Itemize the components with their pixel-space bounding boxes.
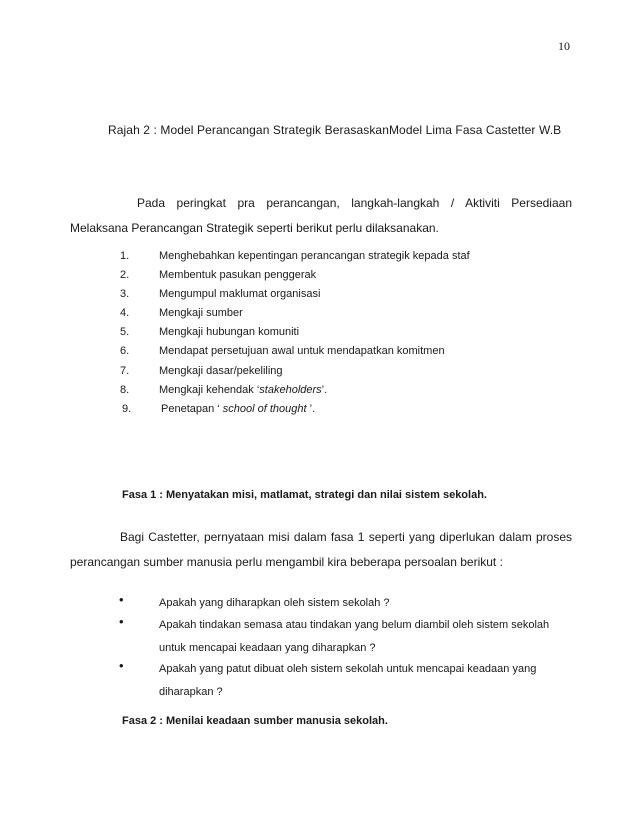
page-number: 10: [558, 39, 570, 53]
list-item-text: Mengkaji sumber: [159, 307, 243, 320]
list-item-text-after: ’.: [321, 383, 328, 396]
fasa1-paragraph-text: Bagi Castetter, pernyataan misi dalam fasa 1 seperti yang diperlukan dalam proses perancangan sumber manusia perlu mengambil kira beberapa persoalan berikut :: [70, 530, 572, 569]
list-item: [0, 288, 638, 307]
bullet-line: untuk mencapai keadaan yang diharapkan ?: [159, 642, 376, 654]
list-item-text-emphasis: stakeholders: [259, 383, 322, 396]
list-item-text: Mengumpul maklumat organisasi: [159, 288, 321, 301]
list-item-text-before: Penetapan ‘: [161, 402, 223, 415]
list-item-text-emphasis: school of thought: [222, 402, 307, 415]
list-item-number: 4.: [120, 307, 130, 320]
list-item-number: 7.: [120, 364, 130, 377]
bullet-item: [0, 614, 638, 658]
list-item: [0, 365, 638, 384]
bullet-text: [159, 614, 579, 660]
list-item-number: 2.: [120, 269, 130, 282]
list-item: [0, 307, 638, 326]
list-item: [0, 250, 638, 269]
list-item-text: [161, 403, 315, 415]
fasa2-heading: Fasa 2 : Menilai keadaan sumber manusia sekolah.: [122, 715, 388, 727]
list-item: [0, 403, 638, 422]
bullet-line: Apakah tindakan semasa atau tindakan yang belum diambil oleh sistem sekolah: [159, 619, 550, 631]
list-item-text-before: Mengkaji kehendak ‘: [159, 383, 260, 396]
list-item-number: 6.: [120, 345, 130, 358]
list-item-number: 3.: [120, 288, 130, 301]
bullet-line: Apakah yang diharapkan oleh sistem sekolah ?: [159, 597, 390, 609]
list-item: [0, 345, 638, 364]
list-item-text: Mengkaji hubungan komuniti: [159, 326, 300, 339]
list-item-number: 5.: [120, 326, 130, 339]
bullet-line: Apakah yang patut dibuat oleh sistem sekolah untuk mencapai keadaan yang: [159, 663, 537, 675]
bullet-text: [159, 658, 579, 704]
activity-list: [0, 250, 638, 422]
list-item: [0, 269, 638, 288]
bullet-text: [159, 592, 579, 615]
list-item-number: 9.: [122, 402, 132, 415]
intro-paragraph: [70, 191, 572, 241]
bullet-icon: •: [119, 658, 124, 673]
list-item-text: [159, 384, 327, 396]
bullet-item: [0, 658, 638, 702]
list-item-text: Menghebahkan kepentingan perancangan strategik kepada staf: [159, 250, 470, 262]
bullet-icon: •: [119, 592, 124, 607]
bullet-line: diharapkan ?: [159, 686, 223, 698]
list-item-text: Mengkaji dasar/pekeliling: [159, 364, 283, 377]
fasa1-heading: Fasa 1 : Menyatakan misi, matlamat, strategi dan nilai sistem sekolah.: [122, 489, 487, 501]
list-item-text: Mendapat persetujuan awal untuk mendapatkan komitmen: [159, 345, 445, 358]
list-item: [0, 326, 638, 345]
intro-paragraph-text: Pada peringkat pra perancangan, langkah-langkah / Aktiviti Persediaan Melaksana Perancangan Strategik seperti berikut perlu dilaksanakan.: [70, 196, 572, 235]
list-item-text: Membentuk pasukan penggerak: [159, 269, 317, 282]
question-list: [0, 592, 638, 702]
fasa1-paragraph: [70, 525, 572, 575]
list-item: [0, 384, 638, 403]
list-item-number: 1.: [120, 250, 130, 262]
figure-caption: Rajah 2 : Model Perancangan Strategik BerasaskanModel Lima Fasa Castetter W.B: [108, 123, 562, 137]
bullet-item: [0, 592, 638, 614]
list-item-text-after: ’.: [306, 402, 316, 415]
list-item-number: 8.: [120, 383, 130, 396]
bullet-icon: •: [119, 614, 124, 629]
